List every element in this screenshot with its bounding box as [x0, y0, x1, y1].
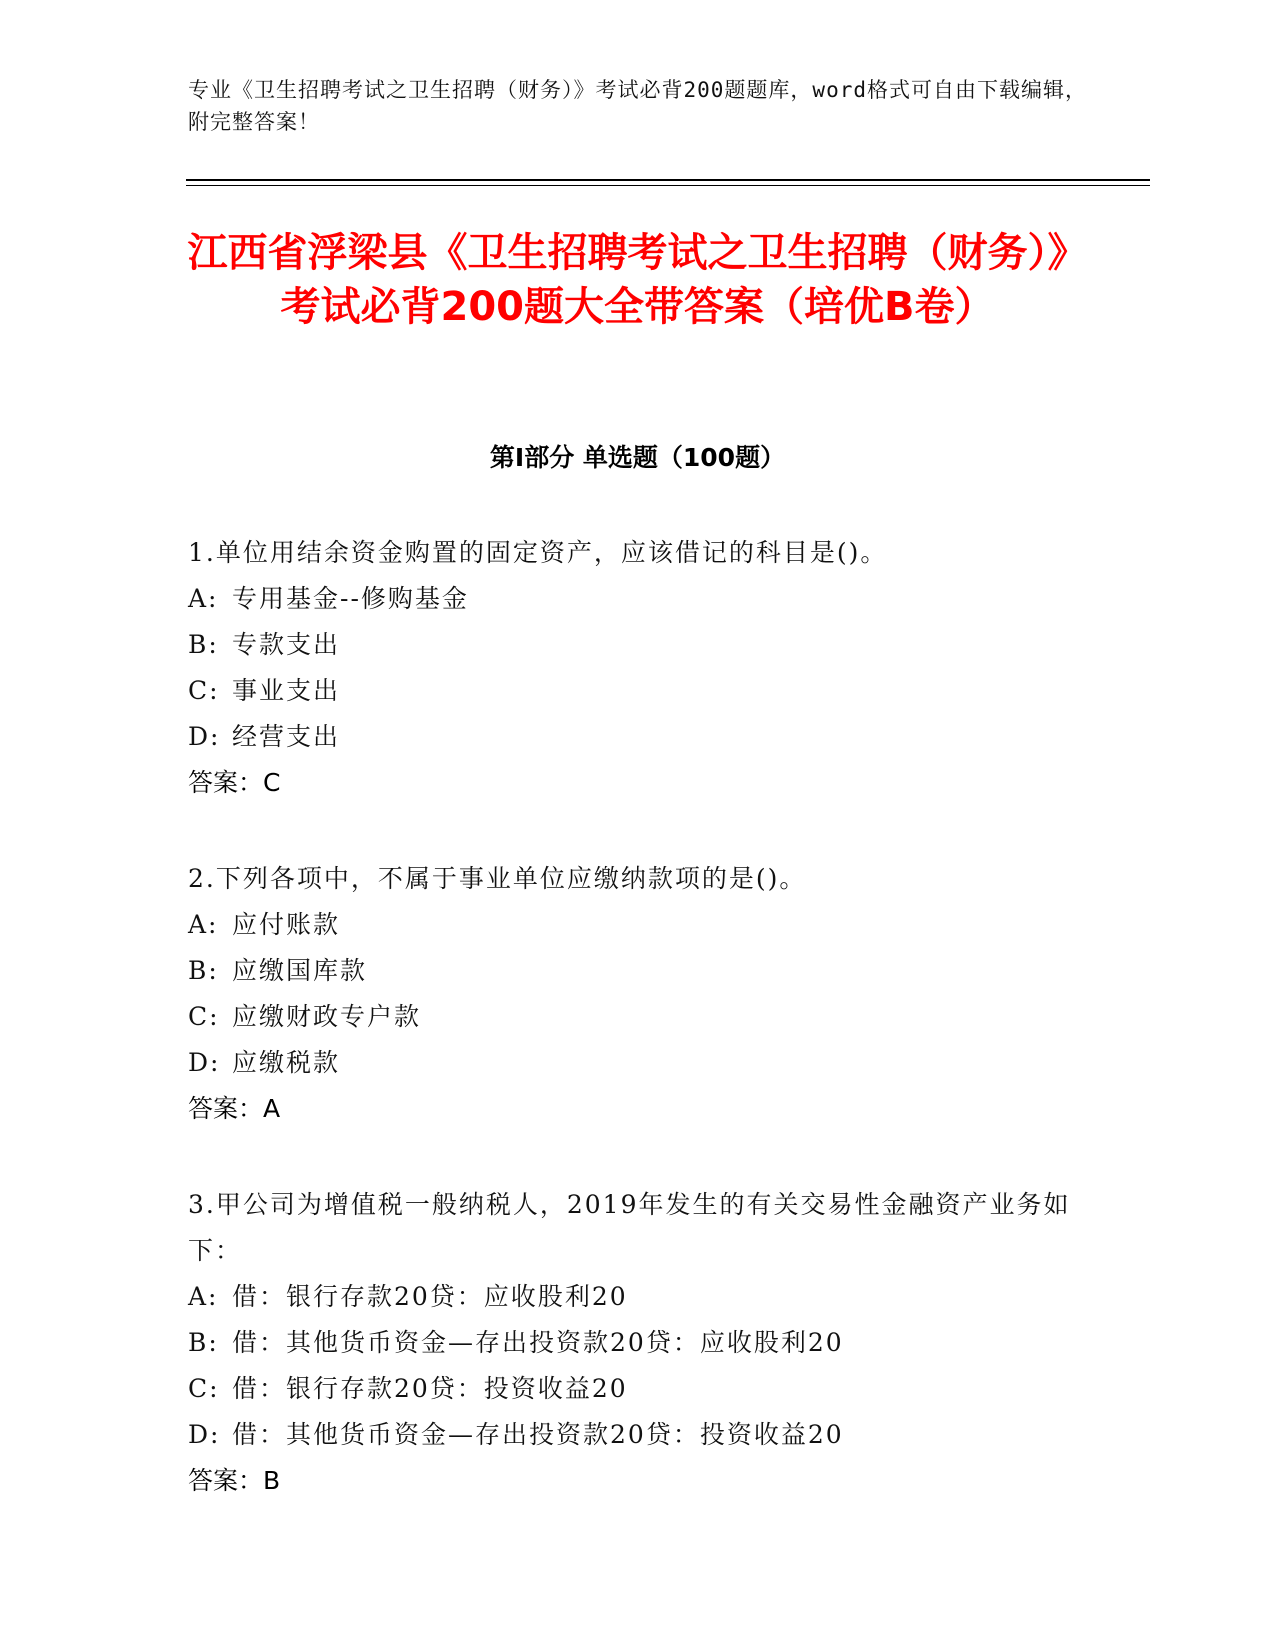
- option-text: 应缴财政专户款: [232, 1002, 422, 1031]
- question-list: [188, 530, 1088, 1554]
- answer-line: 答案：C: [188, 768, 281, 797]
- option-b: [188, 1320, 1088, 1366]
- option-key: D:: [188, 1048, 221, 1077]
- document-title: 江西省浮梁县《卫生招聘考试之卫生招聘（财务）》考试必背200题大全带答案（培优B卷）: [187, 230, 1088, 330]
- option-d: [188, 714, 1088, 760]
- option-text: 应缴税款: [232, 1048, 341, 1077]
- option-text: 专款支出: [232, 630, 341, 659]
- option-b: [188, 948, 1088, 994]
- header-rule-thick: [186, 179, 1150, 181]
- option-d: [188, 1412, 1088, 1458]
- option-key: B:: [188, 630, 219, 659]
- question-1: [188, 530, 1088, 806]
- option-a: [188, 576, 1088, 622]
- option-key: B:: [188, 1328, 219, 1357]
- option-d: [188, 1040, 1088, 1086]
- option-a: [188, 1274, 1088, 1320]
- option-a: [188, 902, 1088, 948]
- option-key: D:: [188, 722, 221, 751]
- answer-line: 答案：A: [188, 1094, 281, 1123]
- option-key: C:: [188, 1374, 220, 1403]
- option-text: 借：银行存款20贷：投资收益20: [232, 1374, 628, 1403]
- option-c: [188, 668, 1088, 714]
- question-stem: 2.下列各项中，不属于事业单位应缴纳款项的是()。: [188, 864, 807, 893]
- option-b: [188, 622, 1088, 668]
- header-note: 专业《卫生招聘考试之卫生招聘（财务）》考试必背200题题库，word格式可自由下载编辑，附完整答案！: [188, 78, 1087, 134]
- option-key: A:: [188, 1282, 219, 1311]
- option-key: B:: [188, 956, 219, 985]
- answer-line: 答案：B: [188, 1466, 281, 1495]
- option-text: 借：其他货币资金—存出投资款20贷：投资收益20: [232, 1420, 844, 1449]
- option-c: [188, 1366, 1088, 1412]
- question-stem: 1.单位用结余资金购置的固定资产，应该借记的科目是()。: [188, 538, 888, 567]
- option-text: 借：其他货币资金—存出投资款20贷：应收股利20: [232, 1328, 844, 1357]
- option-c: [188, 994, 1088, 1040]
- option-key: D:: [188, 1420, 221, 1449]
- option-text: 应付账款: [232, 910, 341, 939]
- option-key: C:: [188, 1002, 220, 1031]
- option-key: C:: [188, 676, 220, 705]
- option-text: 专用基金--修购基金: [232, 584, 469, 613]
- question-3: [188, 1182, 1088, 1504]
- header-rule-thin: [186, 185, 1150, 186]
- option-text: 应缴国库款: [232, 956, 368, 985]
- option-key: A:: [188, 910, 219, 939]
- question-stem: 3.甲公司为增值税一般纳税人，2019年发生的有关交易性金融资产业务如下：: [188, 1190, 1071, 1265]
- option-text: 经营支出: [232, 722, 341, 751]
- option-text: 借：银行存款20贷：应收股利20: [232, 1282, 628, 1311]
- option-key: A:: [188, 584, 219, 613]
- question-2: [188, 856, 1088, 1132]
- option-text: 事业支出: [232, 676, 341, 705]
- section-title: 第I部分 单选题（100题）: [489, 443, 786, 472]
